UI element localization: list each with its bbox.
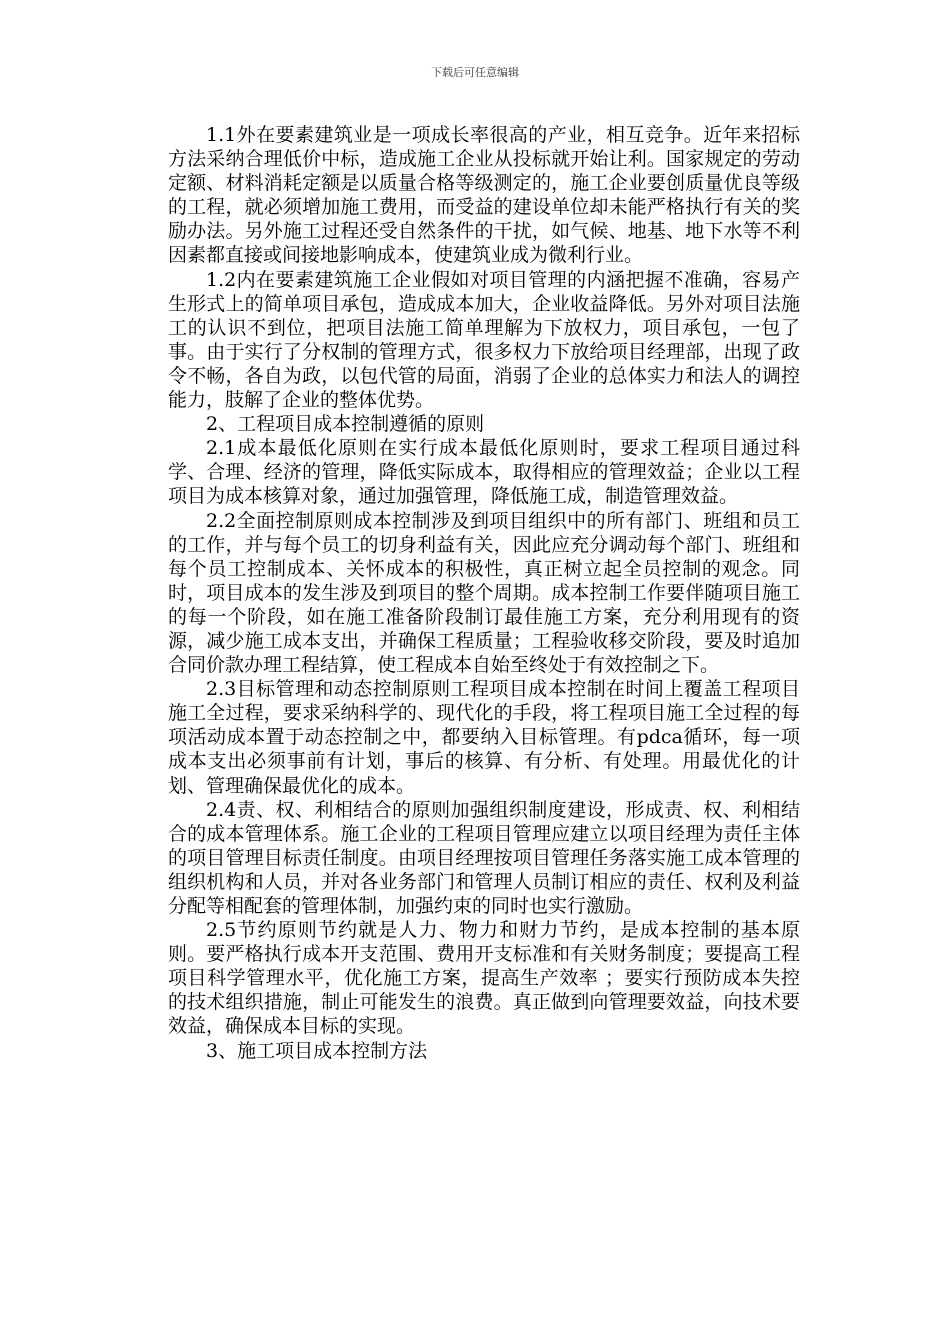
document-body [168,123,800,1063]
paragraph-2-3-target-dynamic-control: 2.3目标管理和动态控制原则工程项目成本控制在时间上覆盖工程项目施工全过程，要求采纳科学的、现代化的手段，将工程项目施工全过程的每项活动成本置于动态控制之中，都要纳入目标管理。有pdca循环，每一项成本支出必须事前有计划，事后的核算、有分析、有处理。用最优化的计划、管理确保最优化的成本。 [168,678,800,797]
paragraph-2-4-responsibility-rights: 2.4责、权、利相结合的原则加强组织制度建设，形成责、权、利相结合的成本管理体系。施工企业的工程项目管理应建立以项目经理为责任主体的项目管理目标责任制度。由项目经理按项目管理任务落实施工成本管理的组织机构和人员，并对各业务部门和管理人员制订相应的责任、权利及利益分配等相配套的管理体制，加强约束的同时也实行激励。 [168,798,800,917]
section-heading-2: 2、工程项目成本控制遵循的原则 [206,413,485,436]
paragraph-1-1-external-factors: 1.1外在要素建筑业是一项成长率很高的产业，相互竞争。近年来招标方法采纳合理低价中标，造成施工企业从投标就开始让利。国家规定的劳动定额、材料消耗定额是以质量合格等级测定的，施工企业要创质量优良等级的工程，就必须增加施工费用，而受益的建设单位却未能严格执行有关的奖励办法。另外施工过程还受自然条件的干扰，如气候、地基、地下水等不利因素都直接或间接地影响成本，使建筑业成为微利行业。 [168,124,800,267]
page-header-note: 下载后可任意编辑 [431,66,519,79]
paragraph-2-2-comprehensive-control: 2.2全面控制原则成本控制涉及到项目组织中的所有部门、班组和员工的工作，并与每个员工的切身利益有关，因此应充分调动每个部门、班组和每个员工控制成本、关怀成本的积极性，真正树立起全员控制的观念。同时，项目成本的发生涉及到项目的整个周期。成本控制工作要伴随项目施工的每一个阶段，如在施工准备阶段制订最佳施工方案，充分利用现有的资源，减少施工成本支出，并确保工程质量；工程验收移交阶段，要及时追加合同价款办理工程结算，使工程成本自始至终处于有效控制之下。 [168,509,800,677]
paragraph-2-5-saving-principle: 2.5节约原则节约就是人力、物力和财力节约，是成本控制的基本原则。要严格执行成本开支范围、费用开支标准和有关财务制度；要提高工程项目科学管理水平，优化施工方案，提高生产效率 ；要实行预防成本失控的技术组织措施，制止可能发生的浪费。真正做到向管理要效益，向技术要效益，确保成本目标的实现。 [168,919,800,1038]
paragraph-1-2-internal-factors: 1.2内在要素建筑施工企业假如对项目管理的内涵把握不准确，容易产生形式上的简单项目承包，造成成本加大，企业收益降低。另外对项目法施工的认识不到位，把项目法施工简单理解为下放权力，项目承包，一包了事。由于实行了分权制的管理方式，很多权力下放给项目经理部，出现了政令不畅，各自为政，以包代管的局面，消弱了企业的总体实力和法人的调控能力，肢解了企业的整体优势。 [168,268,800,412]
paragraph-2-1-cost-minimization: 2.1成本最低化原则在实行成本最低化原则时，要求工程项目通过科学、合理、经济的管理，降低实际成本，取得相应的管理效益；企业以工程项目为成本核算对象，通过加强管理，降低施工成，制造管理效益。 [168,437,800,508]
section-heading-3: 3、施工项目成本控制方法 [206,1039,428,1062]
